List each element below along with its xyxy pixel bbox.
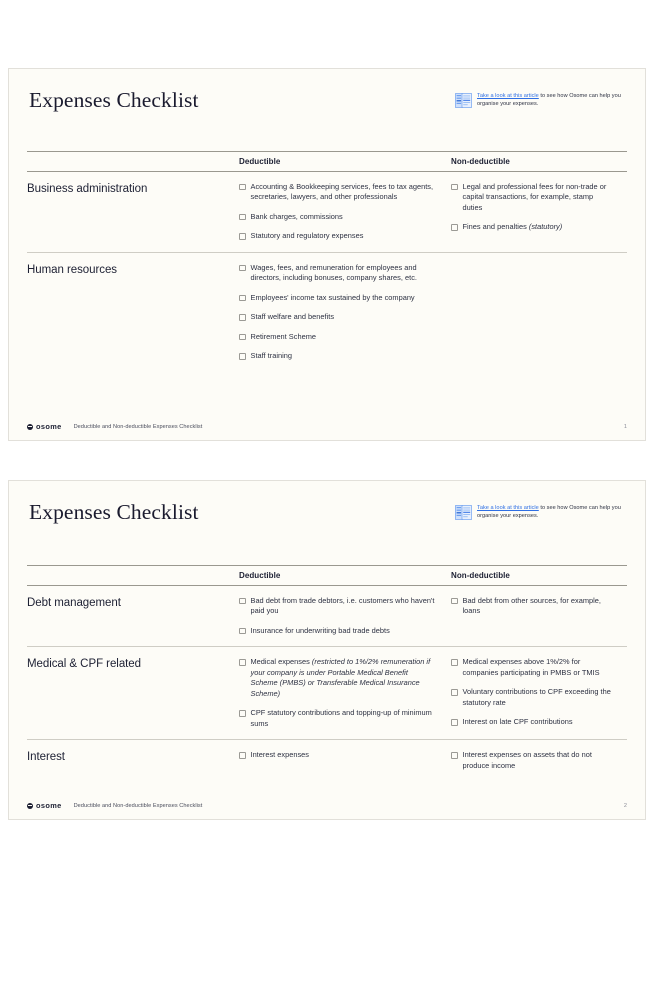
checklist-item-label — [463, 596, 614, 617]
column-headers — [27, 566, 627, 585]
page-title: Expenses Checklist — [29, 500, 199, 524]
table-row — [27, 586, 627, 647]
page-number: 1 — [623, 423, 627, 430]
checklist-item-label — [463, 750, 614, 771]
promo-link[interactable]: Take a look at this article — [477, 93, 539, 99]
section-label: Business administration — [27, 182, 148, 195]
checklist-item-text: Interest expenses on assets that do not produce income — [462, 750, 592, 770]
table-row — [27, 647, 627, 739]
page-1 — [8, 68, 646, 441]
checklist-item[interactable] — [451, 717, 613, 728]
checklist-table-2 — [27, 565, 627, 782]
checkbox-icon[interactable] — [239, 214, 246, 221]
checklist-item[interactable] — [451, 222, 613, 233]
column-headers — [27, 152, 627, 171]
checklist-item-label — [251, 332, 316, 343]
column-header-spacer — [27, 571, 239, 580]
checklist-item[interactable] — [239, 182, 437, 203]
section-rows-2 — [27, 586, 627, 782]
checklist-item-text: Staff welfare and benefits — [250, 312, 335, 322]
osome-mark-icon — [27, 803, 33, 809]
promo-rest: to see how Osome can help you organise your expenses. — [477, 93, 621, 108]
checklist-item[interactable] — [451, 182, 613, 214]
osome-mark-icon — [27, 424, 33, 430]
section-rows-1 — [27, 172, 627, 372]
checkbox-icon[interactable] — [451, 224, 458, 231]
column-header-deductible: Deductible — [239, 156, 281, 166]
non-deductible-items — [451, 182, 627, 242]
checklist-item-text: Statutory and regulatory expenses — [250, 231, 364, 241]
checkbox-icon[interactable] — [451, 719, 458, 726]
checklist-item[interactable] — [239, 332, 437, 343]
non-deductible-items — [451, 750, 627, 771]
checklist-item[interactable] — [451, 750, 613, 771]
checklist-item-text: Retirement Scheme — [250, 331, 316, 341]
page-title: Expenses Checklist — [29, 88, 199, 112]
checklist-item-text: Bad debt from trade debtors, i.e. customers who haven't paid you — [250, 595, 435, 616]
checklist-item-label — [251, 750, 310, 761]
column-header-spacer — [27, 157, 239, 166]
checklist-item[interactable] — [239, 263, 437, 284]
checklist-item[interactable] — [451, 596, 613, 617]
checklist-item[interactable] — [451, 657, 613, 678]
checklist-item-note: (statutory) — [528, 222, 563, 232]
deductible-items — [239, 596, 451, 637]
section-label: Human resources — [27, 263, 118, 276]
table-row — [27, 172, 627, 252]
page-2 — [8, 480, 646, 820]
promo-link[interactable]: Take a look at this article — [477, 505, 539, 511]
checkbox-icon[interactable] — [451, 184, 458, 191]
checklist-item-label — [251, 263, 438, 284]
footer-title: Deductible and Non-deductible Expenses Checklist — [73, 423, 203, 430]
promo-callout[interactable] — [455, 89, 627, 108]
osome-logo — [27, 422, 62, 431]
checklist-item-note: (restricted to 1%/2% remuneration if your company is under Portable Medical Benefit Scheme (PMBS) or Transferable Medical Insurance Scheme) — [250, 657, 431, 698]
checkbox-icon[interactable] — [451, 659, 458, 666]
checkbox-icon[interactable] — [239, 314, 246, 321]
osome-logo — [27, 801, 62, 810]
checkbox-icon[interactable] — [239, 752, 246, 759]
checklist-item-label — [463, 717, 573, 728]
checklist-item-text: Employees' income tax sustained by the company — [250, 292, 415, 302]
promo-text — [477, 504, 627, 520]
checklist-item-label — [251, 708, 438, 729]
checklist-item-text: Insurance for underwriting bad trade debts — [250, 625, 390, 635]
checklist-item-text: Legal and professional fees for non-trade or capital transactions, for example, stamp duties — [462, 181, 607, 212]
checklist-table-1 — [27, 151, 627, 372]
non-deductible-items — [451, 263, 627, 362]
non-deductible-items — [451, 657, 627, 729]
section-label: Interest — [27, 751, 65, 764]
deductible-items — [239, 657, 451, 729]
osome-wordmark: osome — [36, 422, 62, 431]
checklist-item-label — [251, 293, 415, 304]
non-deductible-items — [451, 596, 627, 637]
checklist-item[interactable] — [239, 596, 437, 617]
table-row — [27, 253, 627, 372]
checklist-item-label — [251, 312, 335, 323]
checklist-item-text: Fines and penalties — [462, 222, 529, 232]
checklist-item[interactable] — [239, 626, 437, 637]
checkbox-icon[interactable] — [239, 710, 246, 717]
checklist-item-label — [251, 212, 343, 223]
checkbox-icon[interactable] — [239, 659, 246, 666]
checklist-item-label — [251, 351, 293, 362]
checklist-item[interactable] — [451, 687, 613, 708]
article-icon — [455, 93, 472, 108]
checklist-item-label — [251, 626, 390, 637]
checkbox-icon[interactable] — [239, 598, 246, 605]
checklist-item[interactable] — [239, 657, 437, 699]
checklist-item-text: CPF statutory contributions and topping-up of minimum sums — [250, 708, 432, 728]
table-row — [27, 740, 627, 781]
checklist-item-text: Interest expenses — [250, 750, 310, 760]
checkbox-icon[interactable] — [239, 265, 246, 272]
checklist-item-text: Bank charges, commissions — [250, 211, 343, 221]
column-header-non-deductible: Non-deductible — [451, 156, 510, 166]
checklist-item-label — [251, 596, 438, 617]
checkbox-icon[interactable] — [239, 184, 246, 191]
checklist-item-text: Bad debt from other sources, for example, loans — [462, 595, 601, 616]
checklist-item-text: Interest on late CPF contributions — [462, 717, 573, 727]
checkbox-icon[interactable] — [239, 295, 246, 302]
checkbox-icon[interactable] — [451, 689, 458, 696]
checklist-item-text: Voluntary contributions to CPF exceeding the statutory rate — [462, 687, 611, 707]
checkbox-icon[interactable] — [239, 233, 246, 240]
checklist-item-label — [251, 182, 438, 203]
checklist-item[interactable] — [239, 293, 437, 304]
deductible-items — [239, 182, 451, 242]
promo-text — [477, 92, 627, 108]
checklist-item-text: Wages, fees, and remuneration for employees and directors, including bonuses, company shares, etc. — [250, 262, 417, 283]
checklist-item-label — [463, 687, 614, 708]
checkbox-icon[interactable] — [239, 628, 246, 635]
promo-rest: to see how Osome can help you organise your expenses. — [477, 505, 621, 520]
checklist-item-text: Staff training — [250, 351, 292, 361]
checkbox-icon[interactable] — [239, 353, 246, 360]
checklist-item[interactable] — [239, 212, 437, 223]
checklist-item-label — [463, 182, 614, 214]
checklist-item-label — [463, 222, 563, 233]
checklist-item-label — [463, 657, 614, 678]
checkbox-icon[interactable] — [239, 334, 246, 341]
column-header-deductible: Deductible — [239, 570, 281, 580]
promo-callout[interactable] — [455, 501, 627, 520]
page-footer — [27, 422, 627, 431]
checklist-item-text: Medical expenses — [250, 657, 312, 667]
checkbox-icon[interactable] — [451, 598, 458, 605]
page-footer — [27, 801, 627, 810]
document-root — [0, 68, 654, 820]
section-label: Debt management — [27, 596, 121, 609]
checklist-item[interactable] — [239, 312, 437, 323]
page-header — [27, 89, 627, 113]
checkbox-icon[interactable] — [451, 752, 458, 759]
checklist-item-text: Medical expenses above 1%/2% for companies participating in PMBS or TMIS — [462, 657, 600, 677]
checklist-item[interactable] — [239, 351, 437, 362]
page-number: 2 — [623, 802, 627, 809]
checklist-item-label — [251, 231, 364, 242]
deductible-items — [239, 750, 451, 771]
page-header — [27, 501, 627, 525]
article-icon — [455, 505, 472, 520]
checklist-item[interactable] — [239, 708, 437, 729]
osome-wordmark: osome — [36, 801, 62, 810]
checklist-item-text: Accounting & Bookkeeping services, fees to tax agents, secretaries, lawyers, and other professionals — [250, 181, 434, 202]
checklist-item[interactable] — [239, 231, 437, 242]
deductible-items — [239, 263, 451, 362]
checklist-item[interactable] — [239, 750, 437, 761]
column-header-non-deductible: Non-deductible — [451, 570, 510, 580]
checklist-item-label — [251, 657, 438, 699]
footer-title: Deductible and Non-deductible Expenses Checklist — [73, 802, 203, 809]
section-label: Medical & CPF related — [27, 658, 141, 671]
